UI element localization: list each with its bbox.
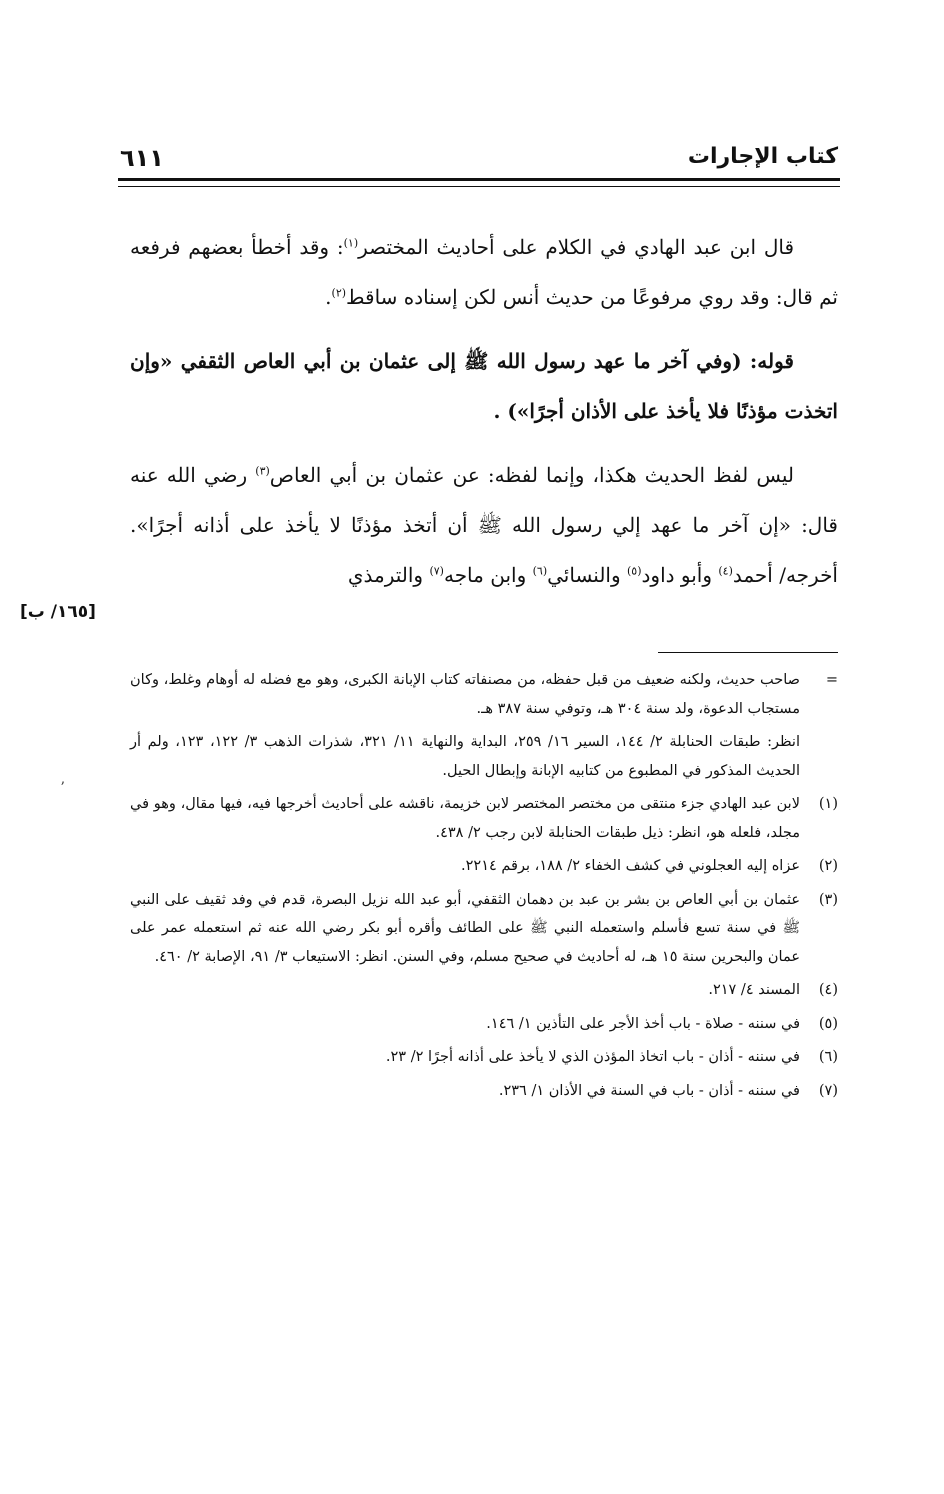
footnote-4 — [130, 976, 838, 1005]
footnote-separator — [658, 652, 838, 653]
p3-text-d: والنسائي — [547, 563, 627, 587]
main-text — [130, 222, 838, 600]
header-rule-thin — [118, 186, 840, 187]
chapter-title: كتاب الإجارات — [687, 144, 838, 169]
footnote-text: المسند ٤/ ٢١٧. — [708, 982, 800, 998]
footnote-number: (٣) — [818, 891, 838, 908]
header-rule-thick — [118, 178, 840, 181]
footnote-continuation-sources: انظر: طبقات الحنابلة ٢/ ١٤٤، السير ١٦/ ٢٥٩، البداية والنهاية ١١/ ٣٢١، شذرات الذهب ٣/ ١٢٢، ١٢٣، ولم أر الحديث المذكور في المطبوع من كتابيه الإبانة وإبطال الحيل. — [130, 734, 800, 779]
footnote-2 — [130, 852, 838, 881]
p3-text-e: وابن ماجه — [443, 563, 533, 587]
p3-text-f: والترمذي — [347, 563, 430, 587]
footnote-number: (٢) — [818, 858, 838, 874]
continuation-marker: = — [825, 672, 838, 688]
footnote-text: لابن عبد الهادي جزء منتقى من مختصر المختصر لابن خزيمة، ناقشه على أحاديث أخرجها فيه، فيها مقال، وهو في مجلد، فلعله هو، انظر: ذيل طبقات الحنابلة لابن رجب ٢/ ٤٣٨. — [130, 796, 800, 841]
p3-text-b: رضي الله عنه قال: «إن آخر ما عهد إلي رسول الله ﷺ أن أتخذ مؤذنًا لا يأخذ على أذانه أجرًا». أخرجه/ أحمد — [130, 463, 838, 587]
footnote-number: (١) — [818, 796, 838, 812]
p3-text-a: ليس لفظ الحديث هكذا، وإنما لفظه: عن عثمان بن أبي العاص — [269, 463, 794, 487]
footnote-continuation — [130, 666, 838, 723]
footnote-7 — [130, 1077, 838, 1106]
footnote-ref-2[interactable]: (٢) — [331, 286, 347, 300]
footnote-ref-4[interactable]: (٤) — [718, 564, 733, 578]
footnote-text: عثمان بن أبي العاص بن بشر بن عبد بن دهمان الثقفي، أبو عبد الله نزيل البصرة، قدم في وفد ثقيف على النبي ﷺ في سنة تسع فأسلم واستعمله النبي ﷺ على الطائف وأقره أبو بكر رضي الله عنه ثم استعمله عمر على عمان والبحرين سنة ١٥ هـ، له أحاديث في صحيح مسلم، وفي السنن. انظر: الاستيعاب ٣/ ٩١، الإصابة ٢/ ٤٦٠. — [130, 891, 800, 965]
p1-text-c: . — [325, 285, 332, 309]
stray-mark: ʼ — [60, 780, 65, 796]
footnotes — [130, 666, 838, 1110]
footnote-1 — [130, 790, 838, 847]
paragraph-1 — [130, 222, 838, 322]
footnote-ref-3[interactable]: (٣) — [255, 464, 270, 478]
footnote-5 — [130, 1010, 838, 1039]
footnote-ref-5[interactable]: (٥) — [626, 564, 642, 578]
p1-text-b: : وقد أخطأ بعضهم فرفعه ثم قال: وقد روي مرفوعًا من حديث أنس لكن إسناده ساقط — [130, 235, 838, 309]
continuation-text: صاحب حديث، ولكنه ضعيف من قبل حفظه، من مصنفاته كتاب الإبانة الكبرى، وهو مع فضله له أوهام وغلط، وكان مستجاب الدعوة، ولد سنة ٣٠٤ هـ، وتوفي سنة ٣٨٧ هـ. — [130, 672, 800, 717]
footnote-number: (٦) — [818, 1049, 838, 1065]
footnote-number: (٧) — [818, 1082, 838, 1099]
footnote-6 — [130, 1043, 838, 1072]
footnote-ref-7[interactable]: (٧) — [429, 564, 444, 578]
paragraph-3 — [130, 450, 838, 600]
footnote-text: في سننه - صلاة - باب أخذ الأجر على التأذين ١/ ١٤٦. — [486, 1015, 800, 1032]
p3-text-c: وأبو داود — [641, 563, 719, 587]
running-header — [118, 140, 838, 180]
footnote-text: عزاه إليه العجلوني في كشف الخفاء ٢/ ١٨٨، برقم ٢٢١٤. — [461, 858, 800, 874]
footnote-number: (٤) — [818, 982, 838, 998]
footnote-text: في سننه - أذان - باب اتخاذ المؤذن الذي لا يأخذ على أذانه أجرًا ٢/ ٢٣. — [385, 1049, 800, 1065]
p1-text-a: قال ابن عبد الهادي في الكلام على أحاديث المختصر — [358, 235, 795, 259]
paragraph-2-quote: قوله: (وفي آخر ما عهد رسول الله ﷺ إلى عثمان بن أبي العاص الثقفي «وإن اتخذت مؤذنًا فلا يأخذ على الأذان أجرًا») . — [130, 349, 838, 423]
footnote-ref-1[interactable]: (١) — [343, 236, 359, 250]
footnote-ref-6[interactable]: (٦) — [532, 564, 548, 578]
footnote-3 — [130, 886, 838, 972]
page-number: ٦١١ — [120, 144, 164, 172]
footnote-number: (٥) — [818, 1015, 838, 1032]
manuscript-folio-ref: [١٦٥/ ب] — [20, 602, 96, 622]
footnote-text: في سننه - أذان - باب في السنة في الأذان ١/ ٢٣٦. — [498, 1082, 800, 1099]
